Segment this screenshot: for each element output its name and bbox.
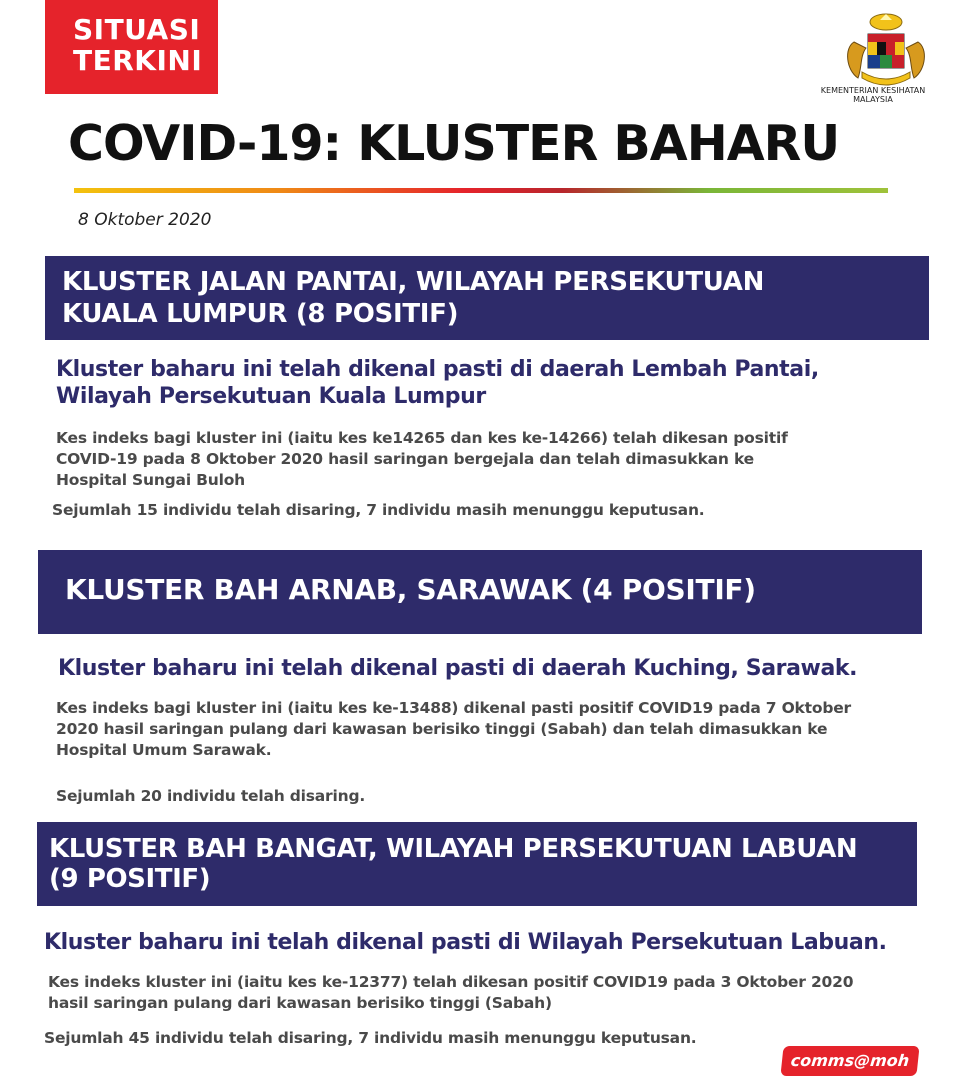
cluster-1-summary-line-1: Kluster baharu ini telah dikenal pasti di daerah Lembah Pantai, bbox=[56, 357, 819, 382]
cluster-3-detail bbox=[48, 972, 853, 1014]
cluster-2-banner bbox=[38, 550, 922, 634]
cluster-3-screening: Sejumlah 45 individu telah disaring, 7 individu masih menunggu keputusan. bbox=[44, 1029, 697, 1047]
ministry-name bbox=[808, 86, 938, 104]
cluster-1-summary bbox=[56, 356, 819, 410]
cluster-3-detail-line-2: hasil saringan pulang dari kawasan berisiko tinggi (Sabah) bbox=[48, 994, 552, 1012]
cluster-2-summary-line-1: Kluster baharu ini telah dikenal pasti di daerah Kuching, Sarawak. bbox=[58, 656, 858, 681]
cluster-1-banner-line-2: KUALA LUMPUR (8 POSITIF) bbox=[62, 299, 459, 329]
cluster-2-detail-line-2: 2020 hasil saringan pulang dari kawasan berisiko tinggi (Sabah) dan telah dimasukkan ke bbox=[56, 720, 828, 738]
cluster-1-detail-line-3: Hospital Sungai Buloh bbox=[56, 471, 245, 489]
page-title: COVID-19: KLUSTER BAHARU bbox=[68, 115, 840, 172]
cluster-3-summary bbox=[44, 929, 887, 956]
cluster-2-summary bbox=[58, 655, 857, 682]
badge-line-1: SITUASI bbox=[73, 13, 201, 46]
ministry-line-1: KEMENTERIAN KESIHATAN bbox=[820, 86, 926, 95]
cluster-2-detail-line-3: Hospital Umum Sarawak. bbox=[56, 741, 272, 759]
cluster-1-screening: Sejumlah 15 individu telah disaring, 7 individu masih menunggu keputusan. bbox=[52, 501, 705, 519]
cluster-2-detail-line-1: Kes indeks bagi kluster ini (iaitu kes ke-13488) dikenal pasti positif COVID19 pada 7 Oktober bbox=[56, 699, 851, 717]
cluster-1-detail bbox=[56, 428, 788, 491]
malaysia-crest-logo bbox=[836, 12, 936, 92]
cluster-1-summary-line-2: Wilayah Persekutuan Kuala Lumpur bbox=[56, 384, 486, 409]
cluster-1-banner bbox=[45, 256, 929, 340]
comms-moh-tag: comms@moh bbox=[780, 1046, 919, 1076]
cluster-3-summary-line-1: Kluster baharu ini telah dikenal pasti di Wilayah Persekutuan Labuan. bbox=[44, 930, 887, 955]
ministry-line-2: MALAYSIA bbox=[853, 95, 893, 104]
title-divider bbox=[74, 188, 888, 193]
cluster-2-banner-line-1: KLUSTER BAH ARNAB, SARAWAK (4 POSITIF) bbox=[65, 573, 756, 606]
cluster-2-detail bbox=[56, 698, 851, 761]
cluster-3-banner-line-1: KLUSTER BAH BANGAT, WILAYAH PERSEKUTUAN LABUAN bbox=[49, 834, 858, 864]
cluster-3-banner-line-2: (9 POSITIF) bbox=[49, 864, 211, 894]
badge-line-2: TERKINI bbox=[73, 44, 203, 77]
cluster-1-detail-line-1: Kes indeks bagi kluster ini (iaitu kes ke14265 dan kes ke-14266) telah dikesan positif bbox=[56, 429, 788, 447]
report-date: 8 Oktober 2020 bbox=[78, 210, 212, 230]
cluster-3-banner bbox=[37, 822, 917, 906]
situasi-terkini-badge bbox=[45, 0, 218, 94]
cluster-3-detail-line-1: Kes indeks kluster ini (iaitu kes ke-12377) telah dikesan positif COVID19 pada 3 Oktober 2020 bbox=[48, 973, 854, 991]
cluster-2-screening: Sejumlah 20 individu telah disaring. bbox=[56, 787, 366, 805]
cluster-1-banner-line-1: KLUSTER JALAN PANTAI, WILAYAH PERSEKUTUAN bbox=[62, 267, 765, 297]
cluster-1-detail-line-2: COVID-19 pada 8 Oktober 2020 hasil saringan bergejala dan telah dimasukkan ke bbox=[56, 450, 754, 468]
